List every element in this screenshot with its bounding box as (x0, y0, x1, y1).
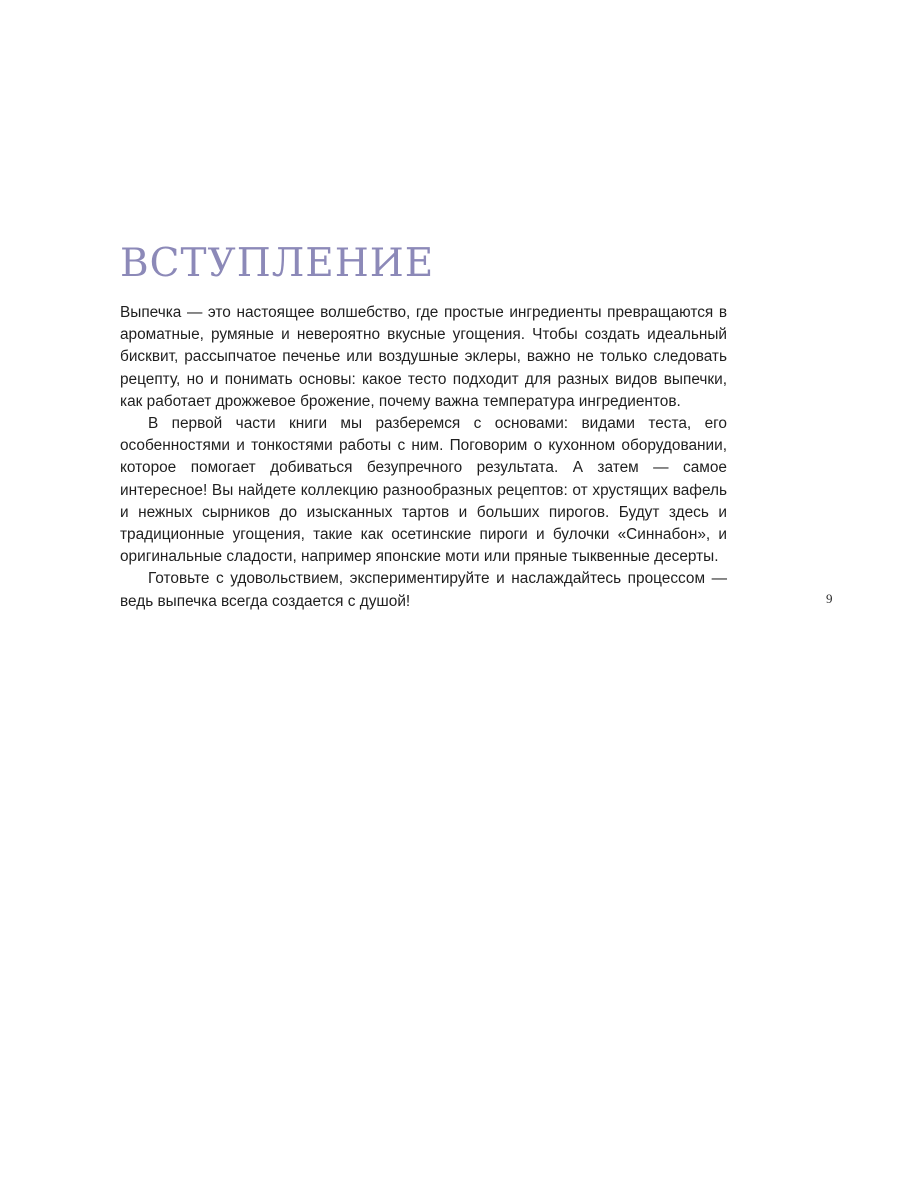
paragraph-closing: Готовьте с удовольствием, экспериментируйте и наслаждайтесь процессом — ведь выпечка всегда создается с душой! (120, 570, 727, 610)
body-text (120, 302, 727, 613)
paragraph-intro: Выпечка — это настоящее волшебство, где простые ингредиенты превращаются в ароматные, румяные и невероятно вкусные угощения. Чтобы создать идеальный бисквит, рассыпчатое печенье или воздушные эклеры, важно не только следовать рецепту, но и понимать основы: какое тесто подходит для разных видов выпечки, как работает дрожжевое брожение, почему важна температура ингредиентов. (120, 304, 727, 410)
paragraph-book-structure: В первой части книги мы разберемся с основами: видами теста, его особенностями и тонкостями работы с ним. Поговорим о кухонном оборудовании, которое помогает добиваться безупречного результата. А затем — самое интересное! Вы найдете коллекцию разнообразных рецептов: от хрустящих вафель и нежных сырников до изысканных тартов и больших пирогов. Будут здесь и традиционные угощения, такие как осетинские пироги и булочки «Синнабон», и оригинальные сладости, например японские моти или пряные тыквенные десерты. (120, 415, 727, 566)
chapter-title: ВСТУПЛЕНИЕ (120, 241, 435, 286)
page-number: 9 (826, 591, 833, 606)
